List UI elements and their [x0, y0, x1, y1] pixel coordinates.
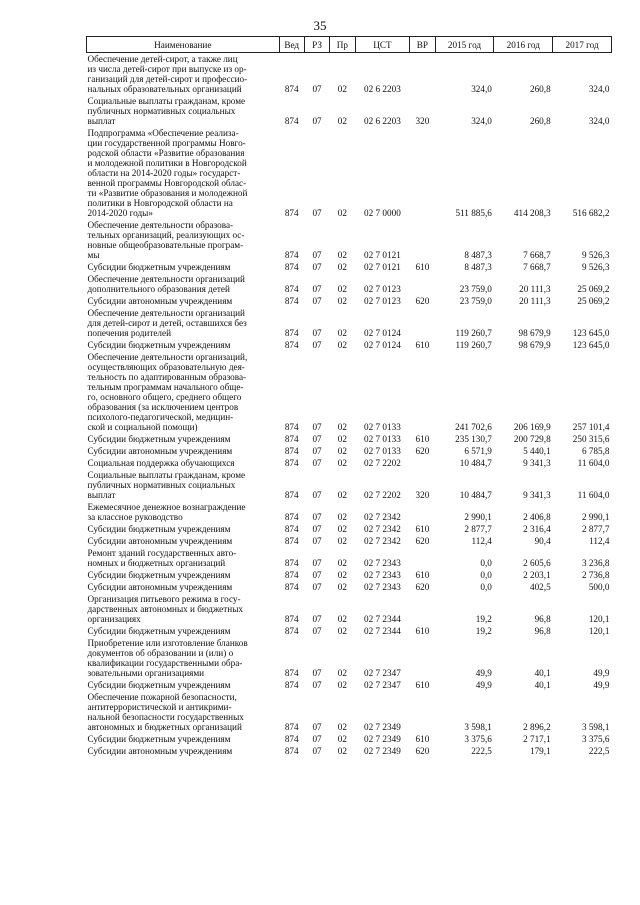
- table-row: [87, 307, 612, 339]
- cell-ved: 874: [284, 524, 299, 534]
- cell-pr: 02: [337, 340, 347, 350]
- cell-2015: 2 877,7: [464, 524, 492, 534]
- budget-table: [86, 36, 612, 757]
- cell-name: Субсидии автономным учреждениям: [87, 296, 233, 306]
- cell-name: Субсидии бюджетным учреждениям: [87, 524, 231, 534]
- cell-rz: 07: [312, 614, 322, 624]
- cell-2015: 112,4: [471, 536, 492, 546]
- cell-ved: 874: [284, 262, 299, 272]
- cell-vr: [410, 307, 435, 339]
- cell-name: Организация питьевого режима в госу- дарственных автономных и бюджетных организациях: [87, 594, 243, 624]
- cell-vr: 620: [415, 536, 430, 546]
- cell-2015: 511 885,6: [455, 208, 492, 218]
- cell-2017: 9 526,3: [581, 250, 610, 260]
- cell-ved: 874: [284, 614, 299, 624]
- cell-2015: 49,9: [475, 680, 492, 690]
- cell-vr: [410, 547, 435, 569]
- cell-pr: 02: [337, 668, 347, 678]
- table-row: [87, 127, 612, 219]
- cell-2015: 6 571,9: [464, 446, 492, 456]
- cell-rz: 07: [312, 458, 322, 468]
- table-row: [87, 351, 612, 433]
- cell-vr: 610: [415, 524, 430, 534]
- cell-ved: 874: [284, 340, 299, 350]
- cell-vr: 320: [415, 490, 430, 500]
- cell-vr: [410, 593, 435, 625]
- cell-cst: 02 7 2342: [364, 524, 401, 534]
- cell-vr: [410, 273, 435, 295]
- cell-rz: 07: [312, 490, 322, 500]
- cell-2017: 324,0: [588, 84, 610, 94]
- cell-2015: 0,0: [480, 558, 492, 568]
- cell-pr: 02: [337, 84, 347, 94]
- cell-cst: 02 7 2202: [364, 490, 401, 500]
- cell-ved: 874: [284, 558, 299, 568]
- table-row: [87, 433, 612, 445]
- cell-2015: 23 759,0: [459, 296, 492, 306]
- cell-ved: 874: [284, 116, 299, 126]
- table-row: [87, 95, 612, 127]
- table-row: [87, 625, 612, 637]
- cell-vr: 610: [415, 340, 430, 350]
- table-row: [87, 547, 612, 569]
- cell-2017: 49,9: [593, 668, 610, 678]
- cell-2017: 9 526,3: [581, 262, 610, 272]
- cell-ved: 874: [284, 680, 299, 690]
- table-row: [87, 53, 612, 96]
- cell-2017: 3 598,1: [581, 722, 610, 732]
- cell-name: Субсидии бюджетным учреждениям: [87, 734, 231, 744]
- cell-pr: 02: [337, 536, 347, 546]
- cell-ved: 874: [284, 446, 299, 456]
- cell-rz: 07: [312, 284, 322, 294]
- cell-name: Субсидии бюджетным учреждениям: [87, 626, 231, 636]
- cell-2016: 2 316,4: [523, 524, 551, 534]
- cell-name: Субсидии бюджетным учреждениям: [87, 570, 231, 580]
- cell-2016: 2 717,1: [523, 734, 551, 744]
- cell-vr: 620: [415, 296, 430, 306]
- cell-pr: 02: [337, 422, 347, 432]
- cell-rz: 07: [312, 582, 322, 592]
- cell-cst: 02 7 0133: [364, 434, 401, 444]
- cell-name: Субсидии автономным учреждениям: [87, 746, 233, 756]
- cell-2016: 9 341,3: [523, 458, 551, 468]
- cell-cst: 02 7 0123: [364, 296, 401, 306]
- cell-ved: 874: [284, 422, 299, 432]
- cell-2015: 324,0: [471, 84, 492, 94]
- header-name: Наименование: [87, 37, 280, 53]
- cell-pr: 02: [337, 250, 347, 260]
- cell-2017: 123 645,0: [572, 328, 610, 338]
- cell-ved: 874: [284, 434, 299, 444]
- cell-2017: 112,4: [589, 536, 610, 546]
- table-row: [87, 745, 612, 757]
- header-pr: Пр: [330, 37, 355, 53]
- table-row: [87, 581, 612, 593]
- cell-2015: 23 759,0: [459, 284, 492, 294]
- cell-cst: 02 7 0123: [364, 284, 401, 294]
- cell-rz: 07: [312, 570, 322, 580]
- cell-name: Обеспечение деятельности образова- тельных организаций, реализующих ос- новные общеобразовательные програм- мы: [87, 220, 245, 260]
- cell-ved: 874: [284, 734, 299, 744]
- table-row: [87, 523, 612, 535]
- table-row: [87, 569, 612, 581]
- cell-2015: 3 598,1: [464, 722, 492, 732]
- header-2017: 2017 год: [553, 37, 612, 53]
- header-cst: ЦСТ: [355, 37, 410, 53]
- cell-name: Обеспечение деятельности организаций дополнительного образования детей: [87, 274, 245, 294]
- header-2015: 2015 год: [435, 37, 494, 53]
- cell-ved: 874: [284, 250, 299, 260]
- cell-vr: 610: [415, 262, 430, 272]
- cell-cst: 02 7 0124: [364, 328, 401, 338]
- cell-cst: 02 7 2349: [364, 734, 401, 744]
- table-row: [87, 733, 612, 745]
- cell-rz: 07: [312, 434, 322, 444]
- cell-name: Субсидии автономным учреждениям: [87, 536, 233, 546]
- cell-ved: 874: [284, 490, 299, 500]
- cell-ved: 874: [284, 284, 299, 294]
- cell-ved: 874: [284, 626, 299, 636]
- cell-2015: 8 487,3: [464, 250, 492, 260]
- cell-name: Ремонт зданий государственных авто- номных и бюджетных организаций: [87, 548, 237, 568]
- cell-vr: 620: [415, 446, 430, 456]
- cell-pr: 02: [337, 626, 347, 636]
- cell-pr: 02: [337, 614, 347, 624]
- cell-name: Субсидии бюджетным учреждениям: [87, 262, 231, 272]
- cell-2016: 2 203,1: [523, 570, 551, 580]
- table-row: [87, 273, 612, 295]
- table-row: [87, 637, 612, 679]
- cell-2015: 119 260,7: [455, 340, 492, 350]
- cell-2015: 119 260,7: [455, 328, 492, 338]
- cell-2015: 0,0: [480, 570, 492, 580]
- cell-2015: 0,0: [480, 582, 492, 592]
- cell-pr: 02: [337, 722, 347, 732]
- cell-vr: [410, 691, 435, 733]
- cell-name: Обеспечение детей-сирот, а также лиц из числа детей-сирот при выпуске из ор- ганизаций для детей-сирот и профессио- нальных образовательных организаций: [87, 54, 248, 94]
- cell-2016: 90,4: [534, 536, 551, 546]
- cell-2016: 2 605,6: [523, 558, 551, 568]
- table-row: [87, 457, 612, 469]
- cell-vr: [410, 127, 435, 219]
- cell-cst: 02 7 0133: [364, 422, 401, 432]
- cell-2015: 19,2: [475, 626, 492, 636]
- cell-cst: 02 7 0000: [364, 208, 401, 218]
- cell-vr: [410, 501, 435, 523]
- table-row: [87, 469, 612, 501]
- cell-ved: 874: [284, 328, 299, 338]
- table-row: [87, 445, 612, 457]
- cell-name: Обеспечение деятельности организаций, осуществляющих образовательную дея- тельность по адаптированным образова- тельным программам начального обще- го, основного общего, среднего общего образования (за исключением центров психолого-педагогической, медицин- ской и социальной помощи): [87, 352, 248, 432]
- table-row: [87, 339, 612, 351]
- cell-name: Субсидии бюджетным учреждениям: [87, 680, 231, 690]
- cell-2015: 10 484,7: [459, 458, 492, 468]
- cell-name: Подпрограмма «Обеспечение реализа- ции государственной программы Новго- родской области «Развитие образования и молодежной политики в Новгородской области на 2014-2020 годы» государст- венной программы Новгородской облас- ти «Развитие образования и молодежной политики в Новгородской области на 2014-2020 годы»: [87, 128, 248, 218]
- cell-pr: 02: [337, 328, 347, 338]
- header-ved: Вед: [279, 37, 304, 53]
- cell-2015: 235 130,7: [455, 434, 492, 444]
- cell-cst: 02 7 2202: [364, 458, 401, 468]
- table-row: [87, 261, 612, 273]
- cell-rz: 07: [312, 116, 322, 126]
- cell-name: Социальные выплаты гражданам, кроме публичных нормативных социальных выплат: [87, 470, 246, 500]
- cell-2017: 123 645,0: [572, 340, 610, 350]
- cell-pr: 02: [337, 262, 347, 272]
- cell-vr: [410, 351, 435, 433]
- cell-2015: 49,9: [475, 668, 492, 678]
- cell-pr: 02: [337, 296, 347, 306]
- cell-vr: 610: [415, 626, 430, 636]
- cell-pr: 02: [337, 746, 347, 756]
- table-row: [87, 501, 612, 523]
- cell-2016: 260,8: [529, 116, 551, 126]
- cell-name: Обеспечение пожарной безопасности, антитеррористической и антикрими- нальной безопасности государственных автономных и бюджетных организаций: [87, 692, 244, 732]
- cell-2016: 96,8: [534, 614, 551, 624]
- header-2016: 2016 год: [494, 37, 553, 53]
- cell-vr: [410, 219, 435, 261]
- cell-2017: 120,1: [588, 626, 610, 636]
- cell-pr: 02: [337, 490, 347, 500]
- cell-rz: 07: [312, 328, 322, 338]
- cell-ved: 874: [284, 458, 299, 468]
- cell-2016: 20 111,3: [519, 296, 551, 306]
- table-header-row: [87, 37, 612, 53]
- cell-2016: 98 679,9: [518, 340, 551, 350]
- table-row: [87, 679, 612, 691]
- cell-rz: 07: [312, 626, 322, 636]
- cell-2017: 2 990,1: [581, 512, 610, 522]
- cell-vr: 620: [415, 582, 430, 592]
- cell-2016: 402,5: [529, 582, 551, 592]
- cell-2016: 20 111,3: [519, 284, 551, 294]
- cell-2016: 40,1: [534, 668, 551, 678]
- cell-cst: 02 7 0121: [364, 262, 401, 272]
- cell-cst: 02 7 2342: [364, 536, 401, 546]
- cell-rz: 07: [312, 722, 322, 732]
- cell-2017: 516 682,2: [572, 208, 610, 218]
- cell-ved: 874: [284, 722, 299, 732]
- cell-2015: 3 375,6: [464, 734, 492, 744]
- cell-2015: 241 702,6: [455, 422, 492, 432]
- cell-rz: 07: [312, 668, 322, 678]
- cell-vr: 610: [415, 434, 430, 444]
- cell-cst: 02 7 2343: [364, 582, 401, 592]
- cell-pr: 02: [337, 208, 347, 218]
- cell-name: Субсидии автономным учреждениям: [87, 446, 233, 456]
- cell-cst: 02 7 2343: [364, 558, 401, 568]
- cell-pr: 02: [337, 524, 347, 534]
- table-row: [87, 593, 612, 625]
- cell-2016: 2 406,8: [523, 512, 551, 522]
- cell-2016: 200 729,8: [513, 434, 551, 444]
- cell-pr: 02: [337, 582, 347, 592]
- cell-pr: 02: [337, 446, 347, 456]
- header-vr: ВР: [410, 37, 435, 53]
- cell-2017: 250 315,6: [572, 434, 610, 444]
- cell-2016: 98 679,9: [518, 328, 551, 338]
- table-row: [87, 219, 612, 261]
- cell-2017: 222,5: [588, 746, 610, 756]
- cell-2017: 11 604,0: [577, 458, 610, 468]
- cell-ved: 874: [284, 536, 299, 546]
- cell-name: Социальная поддержка обучающихся: [87, 458, 235, 468]
- cell-name: Приобретение или изготовление бланков документов об образовании и (или) о квалификации государственными обра- зовательными организациями: [87, 638, 248, 678]
- cell-cst: 02 6 2203: [364, 116, 401, 126]
- cell-rz: 07: [312, 208, 322, 218]
- table-row: [87, 295, 612, 307]
- cell-rz: 07: [312, 340, 322, 350]
- cell-cst: 02 7 2344: [364, 626, 401, 636]
- cell-2015: 19,2: [475, 614, 492, 624]
- cell-rz: 07: [312, 250, 322, 260]
- cell-2017: 257 101,4: [572, 422, 610, 432]
- cell-cst: 02 7 2347: [364, 668, 401, 678]
- header-rz: РЗ: [304, 37, 329, 53]
- cell-pr: 02: [337, 116, 347, 126]
- cell-ved: 874: [284, 296, 299, 306]
- cell-cst: 02 7 2347: [364, 680, 401, 690]
- cell-name: Обеспечение деятельности организаций для детей-сирот и детей, оставшихся без попечения родителей: [87, 308, 247, 338]
- cell-cst: 02 7 0133: [364, 446, 401, 456]
- cell-ved: 874: [284, 668, 299, 678]
- cell-vr: [410, 53, 435, 96]
- cell-2016: 2 896,2: [523, 722, 551, 732]
- cell-2016: 206 169,9: [513, 422, 551, 432]
- cell-cst: 02 7 2343: [364, 570, 401, 580]
- cell-rz: 07: [312, 262, 322, 272]
- cell-2017: 25 069,2: [577, 284, 610, 294]
- cell-vr: 610: [415, 734, 430, 744]
- cell-2016: 9 341,3: [523, 490, 551, 500]
- cell-ved: 874: [284, 582, 299, 592]
- cell-vr: [410, 457, 435, 469]
- cell-vr: 320: [415, 116, 430, 126]
- cell-2015: 10 484,7: [459, 490, 492, 500]
- cell-rz: 07: [312, 536, 322, 546]
- cell-rz: 07: [312, 512, 322, 522]
- cell-name: Субсидии бюджетным учреждениям: [87, 434, 231, 444]
- cell-name: Субсидии бюджетным учреждениям: [87, 340, 231, 350]
- cell-cst: 02 7 2349: [364, 746, 401, 756]
- cell-cst: 02 7 0121: [364, 250, 401, 260]
- page-number: 35: [313, 18, 327, 33]
- table-row: [87, 691, 612, 733]
- cell-rz: 07: [312, 446, 322, 456]
- cell-2017: 25 069,2: [577, 296, 610, 306]
- cell-rz: 07: [312, 746, 322, 756]
- cell-2017: 11 604,0: [577, 490, 610, 500]
- cell-pr: 02: [337, 434, 347, 444]
- cell-pr: 02: [337, 512, 347, 522]
- cell-2015: 2 990,1: [464, 512, 492, 522]
- cell-2016: 179,1: [529, 746, 551, 756]
- cell-2016: 40,1: [534, 680, 551, 690]
- cell-2015: 222,5: [471, 746, 492, 756]
- cell-pr: 02: [337, 570, 347, 580]
- cell-2015: 324,0: [471, 116, 492, 126]
- cell-rz: 07: [312, 422, 322, 432]
- cell-rz: 07: [312, 734, 322, 744]
- cell-ved: 874: [284, 570, 299, 580]
- cell-2017: 3 375,6: [581, 734, 610, 744]
- cell-name: Субсидии автономным учреждениям: [87, 582, 233, 592]
- cell-rz: 07: [312, 558, 322, 568]
- cell-pr: 02: [337, 458, 347, 468]
- cell-2016: 260,8: [529, 84, 551, 94]
- cell-cst: 02 7 2342: [364, 512, 401, 522]
- cell-rz: 07: [312, 680, 322, 690]
- cell-2017: 49,9: [593, 680, 610, 690]
- cell-ved: 874: [284, 84, 299, 94]
- cell-2017: 324,0: [588, 116, 610, 126]
- cell-ved: 874: [284, 512, 299, 522]
- cell-ved: 874: [284, 746, 299, 756]
- cell-2017: 2 736,8: [581, 570, 610, 580]
- table-body: [87, 53, 612, 758]
- cell-vr: [410, 637, 435, 679]
- cell-rz: 07: [312, 84, 322, 94]
- cell-vr: 610: [415, 570, 430, 580]
- cell-vr: 620: [415, 746, 430, 756]
- cell-cst: 02 7 0124: [364, 340, 401, 350]
- cell-2015: 8 487,3: [464, 262, 492, 272]
- cell-ved: 874: [284, 208, 299, 218]
- cell-pr: 02: [337, 680, 347, 690]
- cell-2017: 500,0: [588, 582, 610, 592]
- cell-pr: 02: [337, 558, 347, 568]
- cell-2016: 7 668,7: [523, 250, 551, 260]
- cell-name: Социальные выплаты гражданам, кроме публичных нормативных социальных выплат: [87, 96, 246, 126]
- cell-2017: 120,1: [588, 614, 610, 624]
- table-row: [87, 535, 612, 547]
- cell-pr: 02: [337, 284, 347, 294]
- cell-2017: 3 236,8: [581, 558, 610, 568]
- cell-2016: 414 208,3: [513, 208, 551, 218]
- cell-cst: 02 7 2349: [364, 722, 401, 732]
- cell-vr: 610: [415, 680, 430, 690]
- cell-rz: 07: [312, 296, 322, 306]
- cell-name: Ежемесячное денежное вознаграждение за классное руководство: [87, 502, 246, 522]
- cell-cst: 02 6 2203: [364, 84, 401, 94]
- cell-2016: 5 440,1: [523, 446, 551, 456]
- cell-rz: 07: [312, 524, 322, 534]
- cell-pr: 02: [337, 734, 347, 744]
- cell-cst: 02 7 2344: [364, 614, 401, 624]
- cell-2016: 96,8: [534, 626, 551, 636]
- cell-2017: 2 877,7: [581, 524, 610, 534]
- cell-2016: 7 668,7: [523, 262, 551, 272]
- cell-2017: 6 785,8: [581, 446, 610, 456]
